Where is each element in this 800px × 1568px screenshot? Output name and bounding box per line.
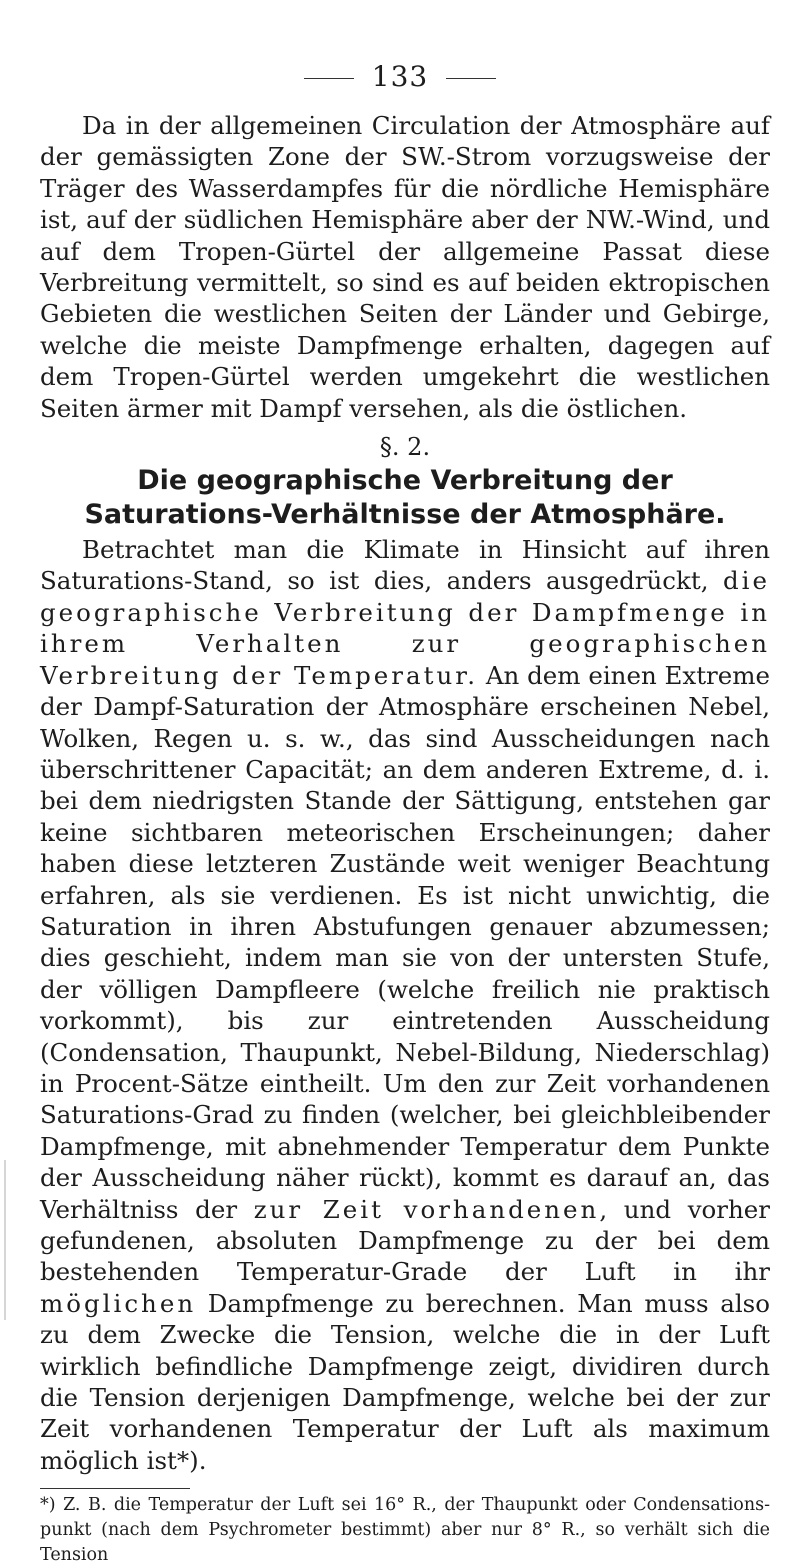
page-number-dash-left [304, 78, 354, 79]
paragraph-saturation-part-d: Dampfmenge zu berechnen. Man muss also zu dem Zwecke die Tension, welche die in der Luft wirklich befindliche Dampfmenge zeigt, dividiren durch die Tension derjenigen Dampfmenge, welche bei der zur Zeit vorhandenen Temperatur der Luft als maximum möglich ist*). [40, 1288, 770, 1475]
page-edge-shadow [4, 1160, 6, 1320]
emphasis-geographic-distribution: die geographische Verbreitung der Dampfmenge in ihrem Verhalten zur geographischen Verbreitung der Temperatur. [40, 566, 770, 690]
emphasis-zur-zeit: zur Zeit vorhandenen [253, 1194, 600, 1224]
paragraph-circulation: Da in der allgemeinen Circulation der Atmosphäre auf der gemässigten Zone der SW.-Strom vorzugsweise der Träger des Wasserdampfes für die nördliche Hemisphäre ist, auf der südlichen Hemisphäre aber der NW.-Wind, und auf dem Tropen-Gürtel der allgemeine Passat diese Verbreitung vermittelt, so sind es auf beiden ektropischen Gebieten die westlichen Seiten der Länder und Gebirge, welche die meiste Dampfmenge erhalten, dagegen auf dem Tropen-Gürtel werden umgekehrt die westlichen Seiten ärmer mit Dampf versehen, als die östlichen. [40, 111, 770, 423]
emphasis-moeglichen: möglichen [40, 1288, 197, 1318]
footnote: *) Z. B. die Temperatur der Luft sei 16° R., der Thaupunkt oder Condensations-punkt (nach dem Psychrometer bestimmt) aber nur 8° R., so verhält sich die Tension [40, 1495, 770, 1566]
paragraph-saturation [40, 534, 770, 1476]
page-number-text: 133 [371, 60, 429, 93]
section-number: §. 2. [379, 433, 431, 462]
paragraph-saturation-part-a: Betrachtet man die Klimate in Hinsicht auf ihren Saturations-Stand, so ist dies, anders ausgedrückt, [40, 535, 770, 596]
page-number [0, 60, 800, 93]
footnote-rule [40, 1488, 190, 1489]
section-heading: Die geographische Verbreitung der Saturations-Verhältnisse der Atmosphäre. [84, 465, 726, 531]
paragraph-saturation-part-b: An dem einen Extreme der Dampf-Saturation der Atmosphäre erscheinen Nebel, Wolken, Regen u. s. w., das sind Ausscheidungen nach überschrittener Capacität; an dem anderen Extreme, d. i. bei dem niedrigsten Stande der Sättigung, entstehen gar keine sichtbaren meteorischen Erscheinungen; daher haben diese letzteren Zustände weit weniger Beachtung erfahren, als sie verdienen. Es ist nicht unwichtig, die Saturation in ihren Abstufungen genauer abzumessen; dies geschieht, indem man sie von der untersten Stufe, der völligen Dampfleere (welche freilich nie praktisch vorkommt), bis zur eintretenden Ausscheidung (Condensation, Thaupunkt, Nebel-Bildung, Niederschlag) in Procent-Sätze eintheilt. Um den zur Zeit vorhandenen Saturations-Grad zu finden (welcher, bei gleichbleibender Dampfmenge, mit abnehmender Temperatur dem Punkte der Ausscheidung näher rückt), kommt es darauf an, das Verhältniss der [40, 660, 771, 1224]
paragraph-saturation-part-c: , und vorher gefundenen, absoluten Dampfmenge zu der bei dem bestehenden Temperatur-Grade der Luft in ihr [40, 1194, 770, 1287]
page-number-dash-right [446, 78, 496, 79]
body-text [40, 110, 770, 1568]
